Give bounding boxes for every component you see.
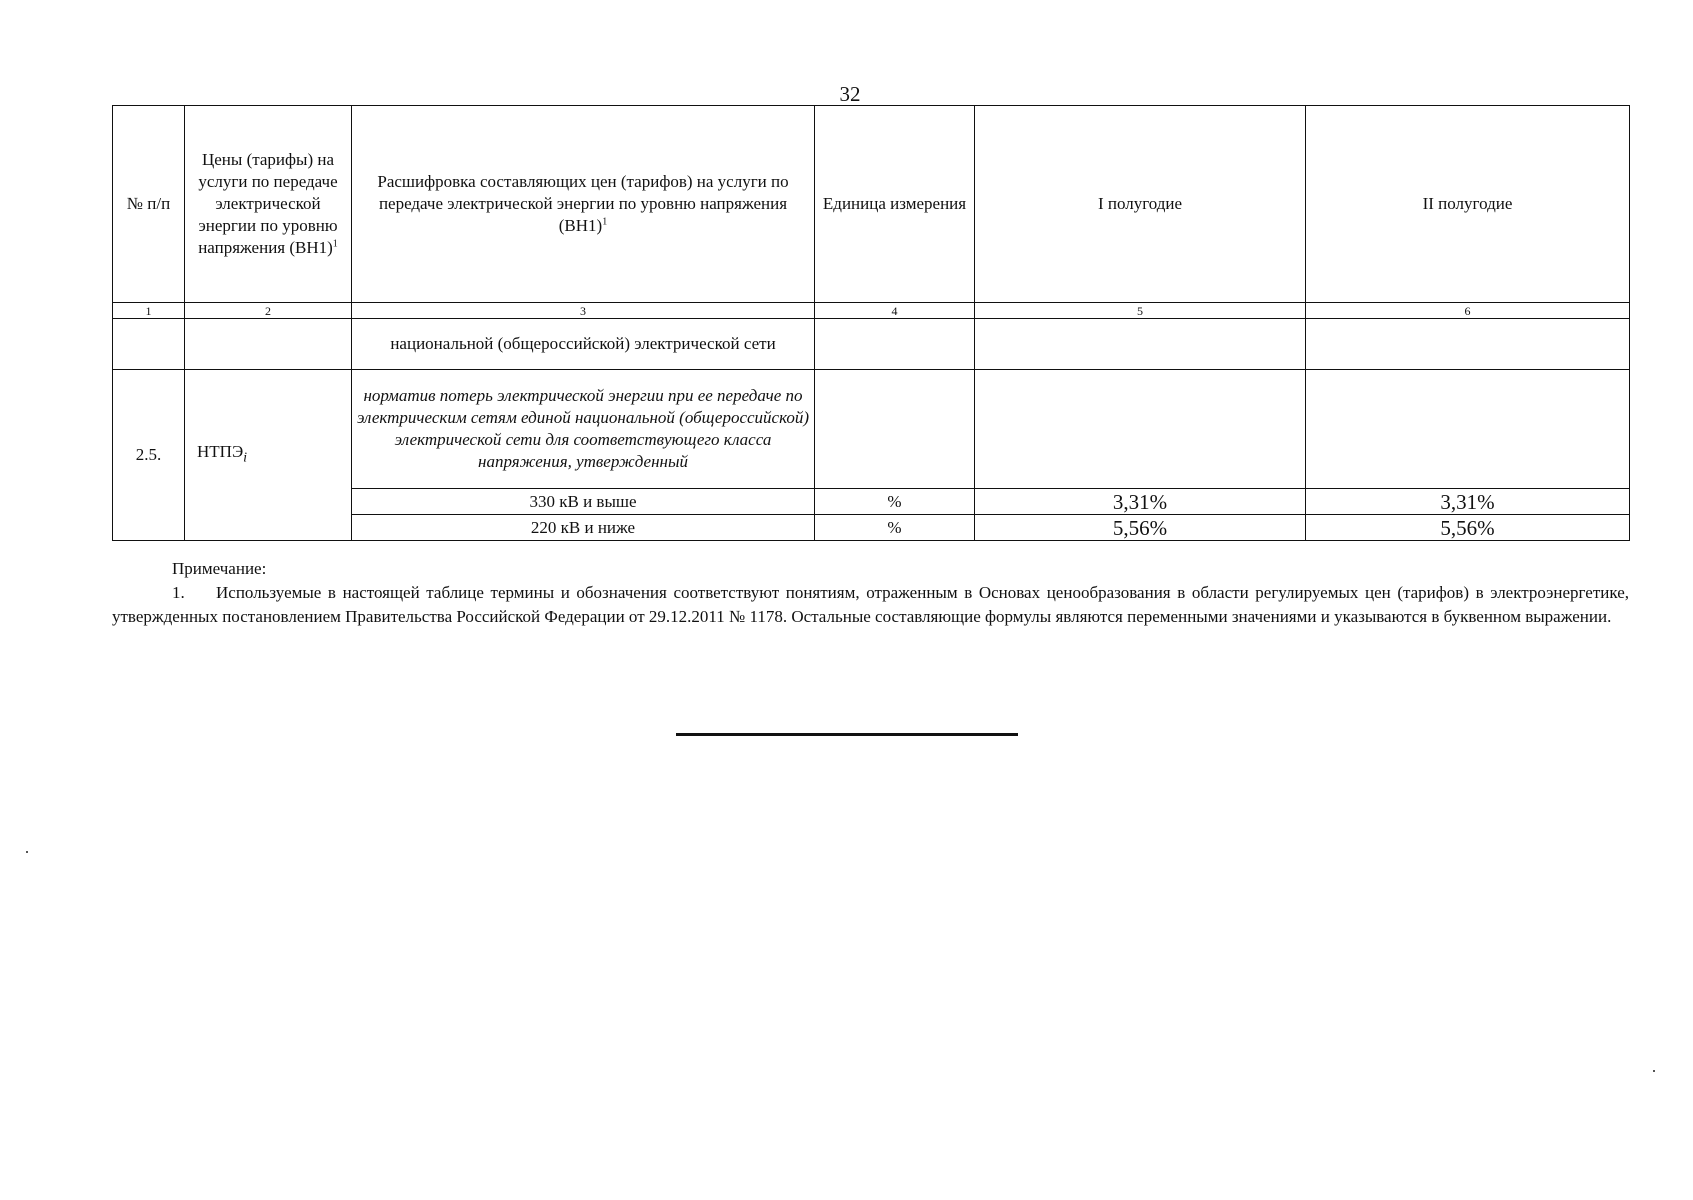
note-item-text: Используемые в настоящей таблице термины и обозначения соответствуют понятиям, отраженным в Основах ценообразования в области регулируемых цен (тарифов) в электроэнергетике, утвержденных постановлением Правительства Российской Федерации от 29.12.2011 № 1178. Остальные составляющие формулы являются переменными значениями и указываются в буквенном выражении. <box>112 583 1629 626</box>
column-number: 4 <box>815 303 975 319</box>
continuation-text: национальной (общероссийской) электрической сети <box>352 319 815 370</box>
header-breakdown-label: Расшифровка составляющих цен (тарифов) на услуги по передаче электрической энергии по уровню напряжения (ВН1) <box>377 172 789 235</box>
note-item-number: 1. <box>172 583 185 602</box>
column-number: 5 <box>975 303 1306 319</box>
header-tariff-footnote: 1 <box>332 238 338 250</box>
table-cell <box>113 319 185 370</box>
unit-cell: % <box>815 489 975 515</box>
header-tariff-label: Цены (тарифы) на услуги по передаче электрической энергии по уровню напряжения (ВН1) <box>198 150 338 257</box>
header-breakdown <box>352 106 815 303</box>
note-section <box>112 557 1629 629</box>
h1-value: 3,31% <box>975 489 1306 515</box>
header-breakdown-footnote: 1 <box>602 216 608 228</box>
voltage-level: 330 кВ и выше <box>352 489 815 515</box>
unit-cell: % <box>815 515 975 541</box>
table-cell <box>185 319 352 370</box>
header-num <box>113 106 185 303</box>
h2-value: 5,56% <box>1306 515 1630 541</box>
column-number-row <box>113 303 1630 319</box>
table-row <box>113 319 1630 370</box>
column-number: 2 <box>185 303 352 319</box>
row-symbol <box>185 370 352 541</box>
column-number: 3 <box>352 303 815 319</box>
note-item <box>112 581 1629 629</box>
column-number: 1 <box>113 303 185 319</box>
voltage-level: 220 кВ и ниже <box>352 515 815 541</box>
table-cell <box>1306 370 1630 489</box>
table-cell <box>815 319 975 370</box>
h1-value: 5,56% <box>975 515 1306 541</box>
row-description: норматив потерь электрической энергии при ее передаче по электрическим сетям единой национальной (общероссийской) электрической сети для соответствующего класса напряжения, утвержденный <box>352 370 815 489</box>
header-num-label: № п/п <box>126 194 171 213</box>
table-cell <box>975 319 1306 370</box>
tariff-table <box>112 105 1630 541</box>
column-number: 6 <box>1306 303 1630 319</box>
row-number: 2.5. <box>113 370 185 541</box>
header-unit <box>815 106 975 303</box>
header-h1-label: I полугодие <box>1097 194 1183 213</box>
row-symbol-subscript: i <box>243 449 248 466</box>
scan-speck <box>26 851 28 853</box>
table-header-row <box>113 106 1630 303</box>
scan-speck <box>1653 1070 1655 1072</box>
header-h1 <box>975 106 1306 303</box>
table-cell <box>1306 319 1630 370</box>
header-h2 <box>1306 106 1630 303</box>
row-symbol-text: НТПЭ <box>197 442 244 462</box>
page-number: 32 <box>839 82 861 106</box>
header-tariff <box>185 106 352 303</box>
table-row <box>113 370 1630 489</box>
table-cell <box>815 370 975 489</box>
closing-rule <box>676 733 1018 736</box>
h2-value: 3,31% <box>1306 489 1630 515</box>
table-cell <box>975 370 1306 489</box>
note-title: Примечание: <box>172 559 267 578</box>
header-h2-label: II полугодие <box>1422 194 1513 213</box>
header-unit-label: Единица измерения <box>822 194 967 213</box>
